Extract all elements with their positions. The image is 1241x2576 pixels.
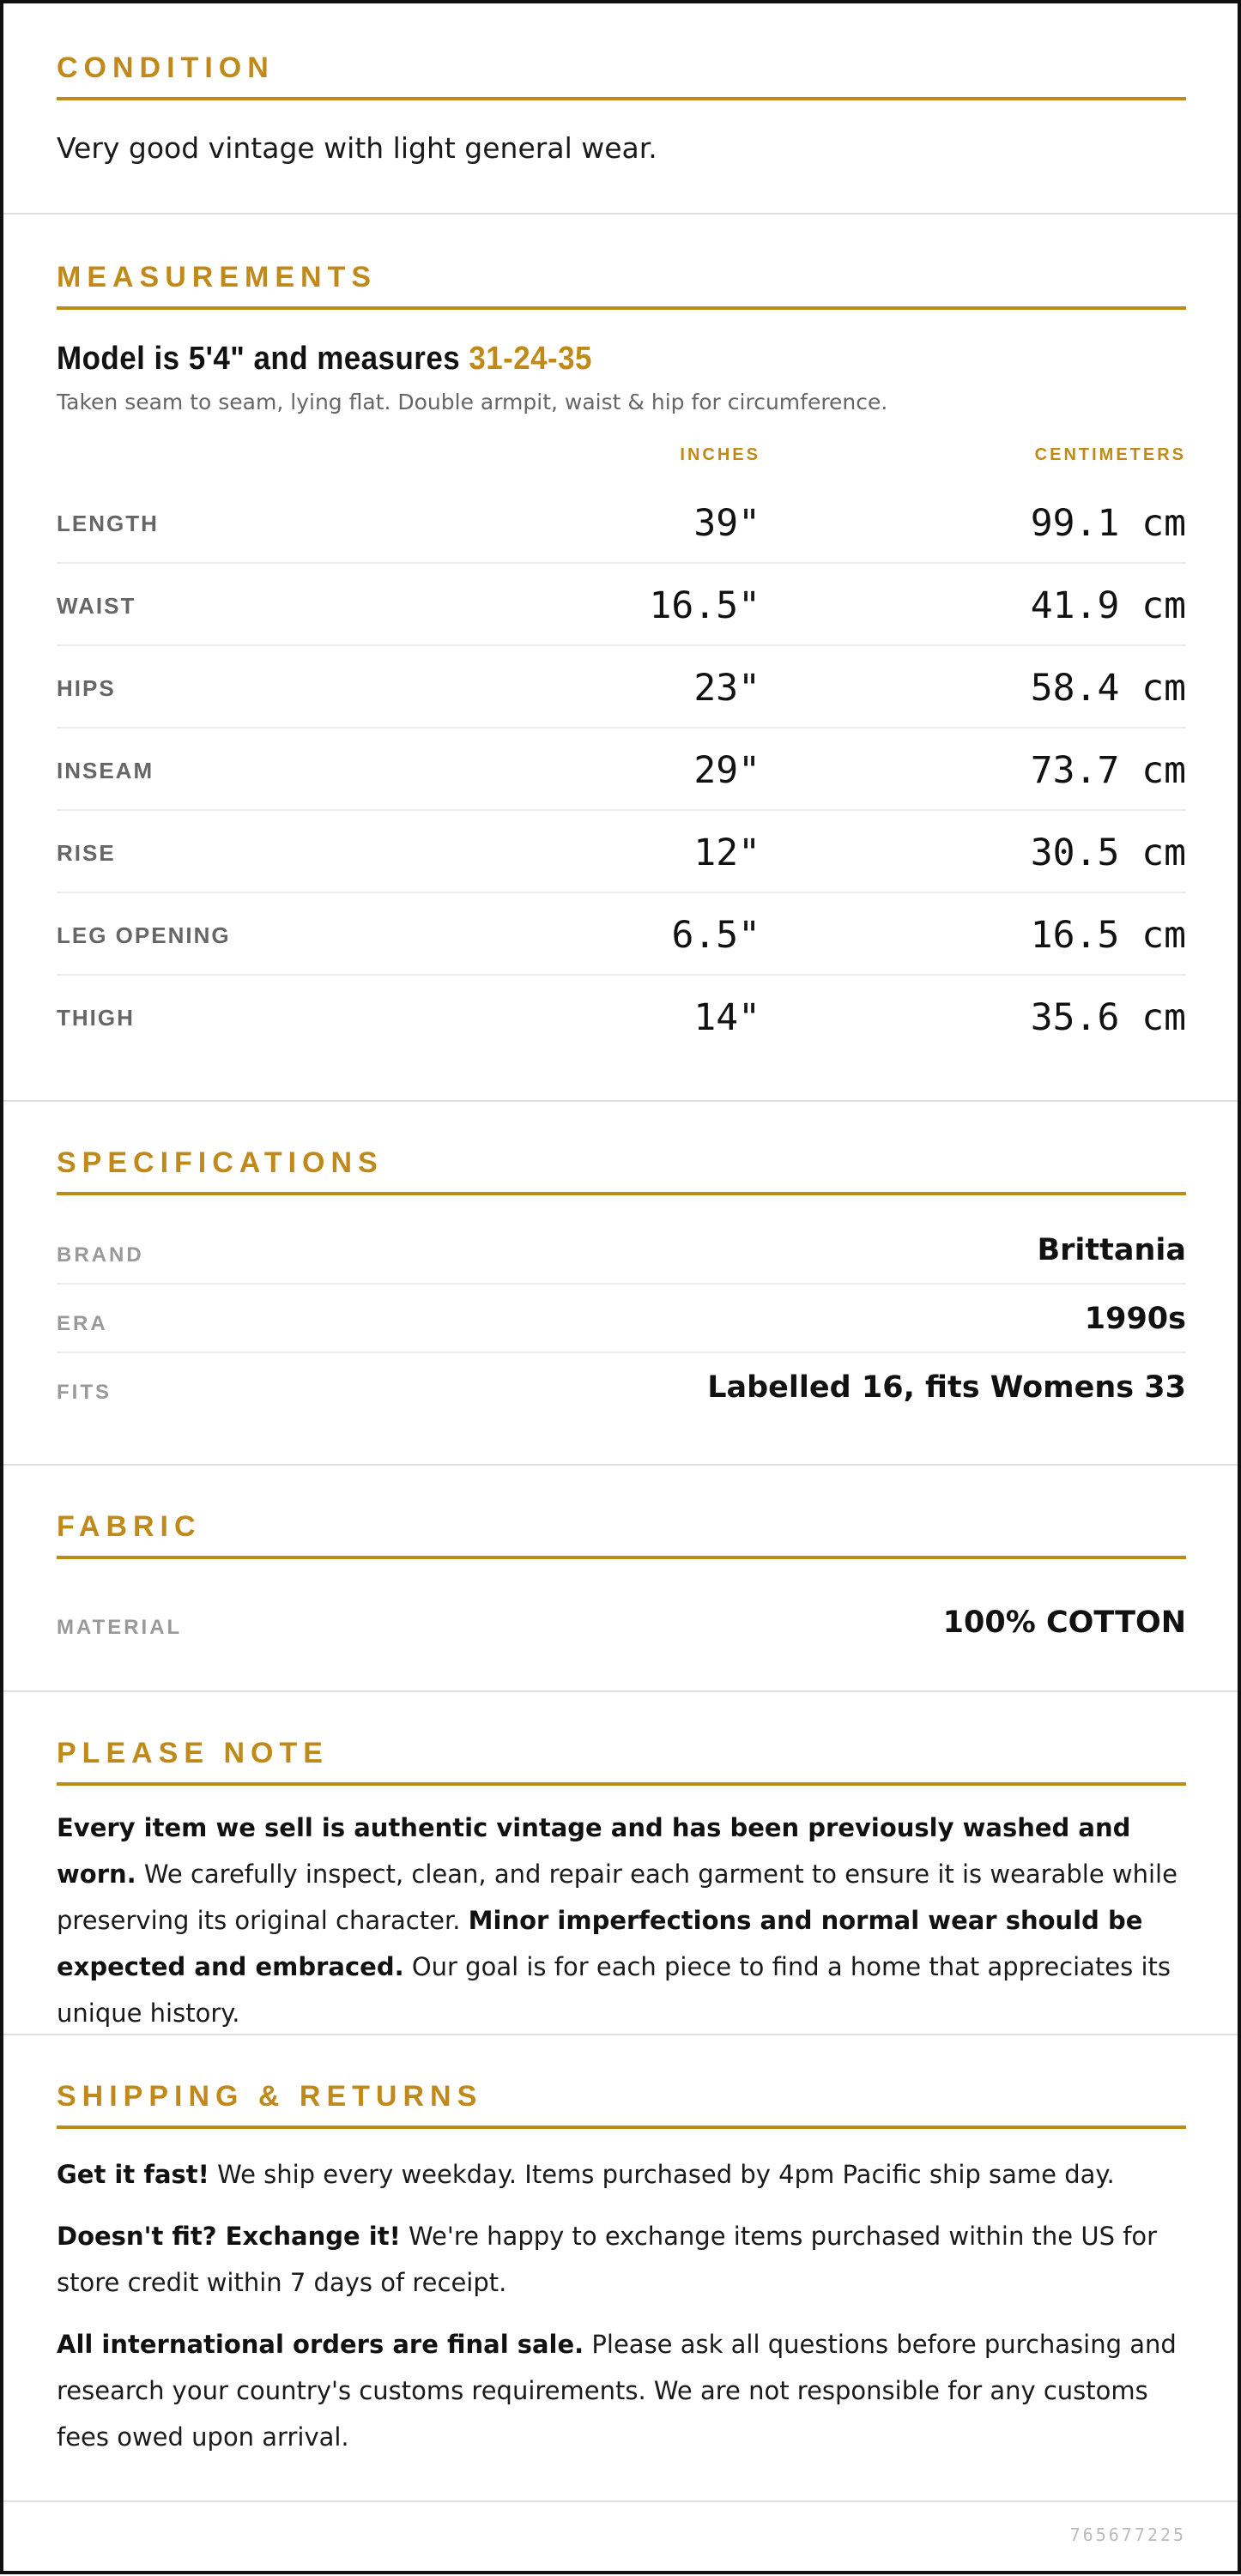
fabric-section <box>3 1466 1238 1692</box>
condition-section <box>3 3 1238 215</box>
footer <box>3 2502 1238 2576</box>
measurements-section <box>3 215 1238 1102</box>
measurement-cm: 30.5 cm <box>1030 831 1186 874</box>
shipping-returns-section <box>3 2035 1238 2502</box>
shipping-bold: Doesn't fit? Exchange it! <box>57 2222 401 2251</box>
shipping-bold: All international orders are final sale. <box>57 2330 584 2359</box>
measurement-row <box>57 646 1186 729</box>
shipping-text: We ship every weekday. Items purchased by 4pm Pacific ship same day. <box>209 2160 1115 2189</box>
spec-row-brand <box>57 1216 1186 1285</box>
section-title: PLEASE NOTE <box>57 1737 1186 1786</box>
column-header-centimeters: CENTIMETERS <box>1034 445 1186 464</box>
model-measures: 31-24-35 <box>469 341 592 377</box>
measurement-cm: 16.5 cm <box>1030 914 1186 957</box>
note-bold-1: Every item we sell is authentic vintage and has been previously washed and worn. <box>57 1813 1131 1889</box>
measurement-row <box>57 564 1186 646</box>
measurement-cm: 73.7 cm <box>1030 749 1186 792</box>
measurement-inches: 12" <box>693 831 760 874</box>
condition-text: Very good vintage with light general wear. <box>57 131 657 165</box>
model-info <box>57 341 1096 378</box>
specifications-list <box>57 1216 1186 1422</box>
spec-key: FITS <box>57 1381 112 1404</box>
spec-value: Brittania <box>1037 1233 1186 1267</box>
measurement-inches: 14" <box>693 996 760 1039</box>
shipping-text: Please ask all questions before purchasing and research your country's customs requirements. We are not responsible for any customs fees owed upon arrival. <box>57 2330 1177 2452</box>
fabric-row-material <box>57 1588 1186 1657</box>
shipping-paragraph <box>57 2321 1186 2460</box>
measurement-label: HIPS <box>57 675 116 701</box>
spec-value: Labelled 16, fits Womens 33 <box>707 1370 1186 1405</box>
spec-row-fits <box>57 1353 1186 1422</box>
note-text-2: Our goal is for each piece to find a home that appreciates its unique history. <box>57 1952 1171 2028</box>
section-title: CONDITION <box>57 51 1186 100</box>
measurement-inches: 6.5" <box>671 914 760 957</box>
measurement-inches: 39" <box>693 502 760 545</box>
shipping-paragraph <box>57 2213 1186 2306</box>
shipping-bold: Get it fast! <box>57 2160 209 2189</box>
measurement-cm: 58.4 cm <box>1030 667 1186 710</box>
spec-key: ERA <box>57 1312 108 1335</box>
measurement-inches: 29" <box>693 749 760 792</box>
measurement-table-header <box>57 445 1186 481</box>
measurement-cm: 35.6 cm <box>1030 996 1186 1039</box>
fabric-value: 100% COTTON <box>942 1605 1186 1640</box>
spec-row-era <box>57 1285 1186 1353</box>
spec-value: 1990s <box>1084 1302 1186 1336</box>
please-note-section <box>3 1692 1238 2035</box>
section-title: MEASUREMENTS <box>57 261 1186 310</box>
measurement-label: LEG OPENING <box>57 922 231 948</box>
section-title: SHIPPING & RETURNS <box>57 2080 1186 2129</box>
measurement-cm: 41.9 cm <box>1030 584 1186 627</box>
measurement-label: RISE <box>57 840 116 866</box>
shipping-text: We're happy to exchange items purchased within the US for store credit within 7 days of receipt. <box>57 2222 1158 2297</box>
measurement-row <box>57 481 1186 564</box>
shipping-paragraph <box>57 2151 1186 2198</box>
measurement-label: LENGTH <box>57 511 159 536</box>
measurement-label: WAIST <box>57 593 136 619</box>
measurement-table <box>57 481 1186 1058</box>
spec-key: BRAND <box>57 1243 144 1267</box>
measurement-cm: 99.1 cm <box>1030 502 1186 545</box>
measurement-inches: 16.5" <box>649 584 760 627</box>
measurement-label: THIGH <box>57 1005 135 1031</box>
section-title: FABRIC <box>57 1510 1186 1559</box>
measurement-row <box>57 893 1186 976</box>
measurement-row <box>57 976 1186 1058</box>
model-prefix: Model is 5'4" and measures <box>57 341 469 377</box>
measurement-inches: 23" <box>693 667 760 710</box>
product-code: 765677225 <box>1069 2525 1186 2545</box>
specifications-section <box>3 1102 1238 1466</box>
note-bold-2: Minor imperfections and normal wear should be expected and embraced. <box>57 1906 1143 1981</box>
section-title: SPECIFICATIONS <box>57 1146 1186 1195</box>
measurement-row <box>57 811 1186 893</box>
measurement-row <box>57 729 1186 811</box>
note-text-1: We carefully inspect, clean, and repair each garment to ensure it is wearable while preserving its original character. <box>57 1859 1177 1935</box>
column-header-inches: INCHES <box>680 445 760 464</box>
measurement-note: Taken seam to seam, lying flat. Double armpit, waist & hip for circumference. <box>57 390 888 414</box>
fabric-key: MATERIAL <box>57 1616 183 1639</box>
please-note-text <box>57 1805 1186 2036</box>
measurement-label: INSEAM <box>57 758 154 783</box>
fabric-list <box>57 1588 1186 1657</box>
